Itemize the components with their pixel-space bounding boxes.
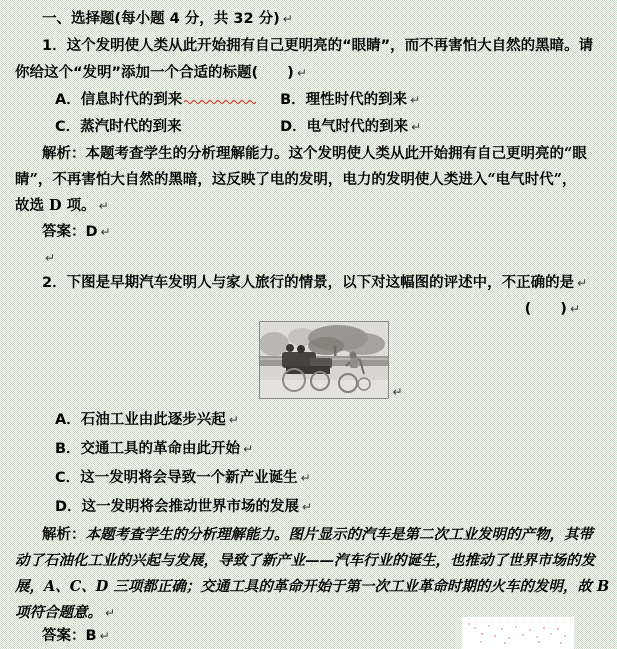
q1-analysis-text-1: 本题考查学生的分析理解能力。这个发明使人类从此开始拥有自己更明亮的“眼	[85, 145, 587, 162]
q1-analysis-text-3: 故选 D 项。	[15, 197, 96, 214]
paragraph-mark-icon: ↵	[302, 500, 313, 514]
section-header-text: 一、选择题(每小题 4 分，共 32 分)	[42, 11, 280, 27]
q1-answer-row	[15, 219, 602, 246]
q2-option-b-text: 交通工具的革命由此开始	[80, 441, 241, 457]
q2-answer-value: B	[85, 628, 97, 644]
paragraph-mark-icon: ↵	[228, 413, 239, 427]
q1-option-c	[55, 114, 275, 141]
q2-answer-bracket-row	[15, 297, 602, 321]
q1-option-d	[280, 119, 421, 135]
q1-option-a	[55, 87, 275, 114]
q2-analysis-line-2	[15, 548, 602, 574]
q1-option-d-label: D．	[280, 119, 307, 135]
paragraph-mark-icon: ↵	[392, 385, 403, 399]
q1-answer-label: 答案：	[42, 224, 86, 240]
q2-analysis-label: 解析：	[42, 527, 86, 543]
q2-stem	[15, 270, 602, 297]
paragraph-mark-icon: ↵	[577, 276, 588, 290]
q1-analysis-text-2: 睛”，不再害怕大自然的黑暗，这反映了电的发明，电力的发明使人类进入“电气时代”，	[15, 171, 577, 188]
paragraph-mark-icon: ↵	[411, 120, 422, 134]
q1-option-b-text: 理性时代的到来	[305, 92, 408, 108]
spellcheck-squiggle-icon	[184, 98, 262, 104]
paragraph-mark-icon: ↵	[569, 302, 580, 316]
q2-option-d-text: 这一发明将会推动世界市场的发展	[81, 499, 300, 515]
q1-stem-text-2: 你给这个“发明”添加一个合适的标题( )	[15, 65, 294, 81]
q2-option-a-text: 石油工业由此逐步兴起	[80, 412, 226, 428]
q2-option-d	[15, 493, 602, 522]
empty-paragraph	[15, 246, 602, 270]
q1-analysis	[15, 141, 602, 219]
q1-stem-line-2	[15, 60, 602, 87]
q2-option-a-label: A．	[55, 412, 81, 428]
paragraph-mark-icon: ↵	[99, 629, 110, 643]
q2-option-c	[15, 464, 602, 493]
q1-analysis-line-1	[15, 141, 602, 167]
watermark-speckles	[468, 623, 470, 625]
q2-analysis-text-3: 展，A、C、D 三项都正确；交通工具的革命开始于第一次工业革命时期的火车的发明，故 B	[15, 578, 610, 595]
early-automobile-family-trip-photo	[259, 321, 389, 399]
q2-analysis-text-4: 项符合题意。	[15, 604, 102, 621]
paragraph-mark-icon: ↵	[300, 471, 311, 485]
q2-option-b	[15, 435, 602, 464]
early-automobile-photo-graphic	[260, 322, 388, 398]
q2-option-b-label: B．	[55, 441, 81, 457]
paragraph-mark-icon: ↵	[105, 606, 116, 620]
q2-option-a	[15, 406, 602, 435]
paragraph-mark-icon: ↵	[282, 12, 293, 26]
q2-analysis-text-1: 本题考查学生的分析理解能力。图片显示的汽车是第二次工业发明的产物，其带	[85, 526, 593, 543]
q2-option-c-text: 这一发明将会导致一个新产业诞生	[80, 470, 298, 486]
q1-stem-text-1: 1．这个发明使人类从此开始拥有自己更明亮的“眼睛”，而不再害怕大自然的黑暗。请	[42, 38, 594, 54]
q1-answer-value: D	[85, 224, 98, 240]
q2-options	[15, 406, 602, 522]
watermark-box	[462, 617, 574, 649]
q2-analysis-line-3	[15, 574, 610, 600]
section-header	[15, 6, 602, 33]
paragraph-mark-icon: ↵	[296, 66, 307, 80]
q2-photo-row	[15, 321, 602, 399]
paragraph-mark-icon: ↵	[98, 199, 109, 213]
q1-option-d-text: 电气时代的到来	[306, 119, 409, 135]
q1-options-row-ab	[15, 87, 602, 114]
paragraph-mark-icon: ↵	[100, 225, 111, 239]
q2-analysis	[15, 522, 610, 626]
q2-option-c-label: C．	[55, 470, 81, 486]
paragraph-mark-icon: ↵	[410, 93, 421, 107]
paragraph-mark-icon: ↵	[45, 251, 56, 265]
paragraph-mark-icon: ↵	[243, 442, 254, 456]
q2-answer-bracket: ( )	[524, 301, 567, 317]
q1-stem-line-1	[15, 33, 602, 60]
q1-option-c-label: C．	[55, 119, 81, 135]
q2-stem-text: 2．下图是早期汽车发明人与家人旅行的情景，以下对这幅图的评述中，不正确的是	[42, 275, 575, 291]
q2-option-d-label: D．	[55, 499, 82, 515]
q1-option-c-text: 蒸汽时代的到来	[80, 119, 182, 135]
q2-analysis-line-1	[15, 522, 602, 548]
q2-analysis-text-2: 动了石油化工业的兴起与发展，导致了新产业——汽车行业的诞生，也推动了世界市场的发	[15, 552, 595, 569]
q1-options-row-cd	[15, 114, 602, 141]
q1-option-a-text: 信息时代的到来	[80, 92, 183, 108]
q1-option-a-label: A．	[55, 92, 81, 108]
q1-analysis-line-2	[15, 167, 602, 193]
q1-analysis-line-3	[15, 193, 602, 219]
q1-analysis-label: 解析：	[42, 146, 86, 162]
q1-option-b-label: B．	[280, 92, 306, 108]
q2-answer-label: 答案：	[42, 628, 86, 644]
q1-option-b	[280, 92, 420, 108]
